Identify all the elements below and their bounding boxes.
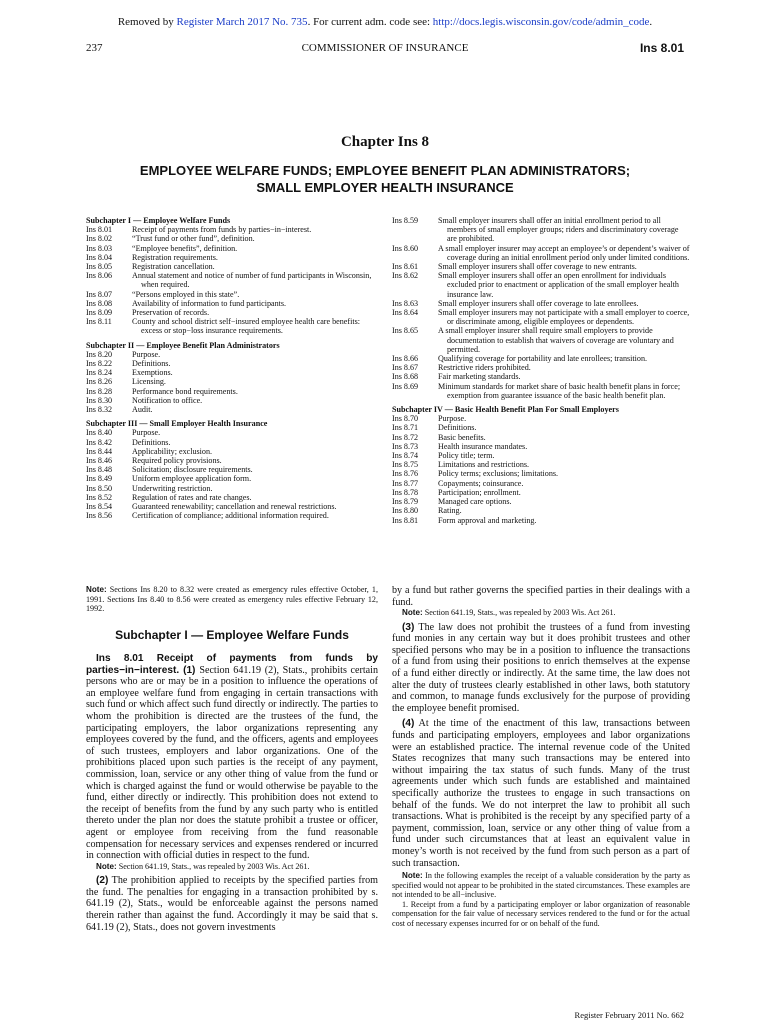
toc-entry-number: Ins 8.01 <box>86 225 113 235</box>
toc-entry-title: Copayments; coinsurance. <box>438 478 524 488</box>
toc-entry-number: Ins 8.61 <box>392 262 419 272</box>
toc-entry-number: Ins 8.78 <box>392 487 419 497</box>
toc-entry-number: Ins 8.32 <box>86 405 113 415</box>
toc-entry-title: Guaranteed renewability; cancellation and renewal restrictions. <box>132 502 337 512</box>
toc-entry <box>392 451 690 460</box>
toc-entry <box>392 271 690 299</box>
toc-entry-title: Managed care options. <box>438 497 512 507</box>
toc-entry-number: Ins 8.06 <box>86 271 113 281</box>
toc-entry <box>86 253 378 262</box>
toc-entry-title: Policy title; term. <box>438 451 495 461</box>
toc-entry-number: Ins 8.65 <box>392 326 419 336</box>
toc-entry-title: Certification of compliance; additional information required. <box>132 511 329 521</box>
toc-entry-number: Ins 8.50 <box>86 483 113 493</box>
toc-entry-number: Ins 8.44 <box>86 446 113 456</box>
toc-entry <box>86 447 378 456</box>
toc-entry <box>86 368 378 377</box>
section-heading: Ins 8.01 Receipt of payments from funds by parties−in−interest. <box>86 653 378 676</box>
toc-left <box>86 216 378 521</box>
toc-entry <box>86 377 378 386</box>
toc-entry-number: Ins 8.69 <box>392 381 419 391</box>
banner-prefix: Removed by <box>117 16 177 28</box>
toc-entry-number: Ins 8.60 <box>392 243 419 253</box>
toc-entry-title: Rating. <box>438 506 462 516</box>
sub-number: (1) <box>179 664 200 676</box>
toc-entry <box>392 479 690 488</box>
toc-entry-title: Small employer insurers shall offer an open enrollment for individuals excluded prior to enactment or application of the small employer health insurance law. <box>438 271 679 299</box>
paragraph-continued: by a fund but rather governs the specified parties in their dealings with a fund. <box>392 585 690 608</box>
toc-entry-number: Ins 8.46 <box>86 456 113 466</box>
sub-number: (2) <box>96 875 109 887</box>
toc-entry <box>392 506 690 515</box>
toc-entry-number: Ins 8.28 <box>86 386 113 396</box>
paragraph-4 <box>392 718 690 869</box>
toc-entry-title: Purpose. <box>132 428 161 438</box>
toc-entry-number: Ins 8.42 <box>86 437 113 447</box>
toc-entry-number: Ins 8.08 <box>86 298 113 308</box>
toc-entry <box>392 433 690 442</box>
note-label: Note: <box>86 585 107 594</box>
toc-entry-number: Ins 8.59 <box>392 216 419 225</box>
toc-entry <box>392 363 690 372</box>
toc-entry-title: Restrictive riders prohibited. <box>438 363 531 373</box>
toc-entry <box>392 262 690 271</box>
toc-entry-number: Ins 8.56 <box>86 511 113 521</box>
toc-entry-number: Ins 8.76 <box>392 469 419 479</box>
toc-entry-title: Receipt of payments from funds by parties−in−interest. <box>132 225 312 235</box>
chapter-title-line2: SMALL EMPLOYER HEALTH INSURANCE <box>256 180 514 195</box>
toc-entry <box>86 396 378 405</box>
toc-entry-title: Qualifying coverage for portability and late enrollees; transition. <box>438 354 648 364</box>
toc-entry-title: Audit. <box>132 405 153 415</box>
toc-entry-title: Regulation of rates and rate changes. <box>132 492 252 502</box>
toc-entry-title: Licensing. <box>132 377 166 387</box>
toc-entry-number: Ins 8.64 <box>392 308 419 318</box>
note-repealed <box>86 862 378 872</box>
register-link[interactable]: Register March 2017 No. 735 <box>176 16 308 28</box>
toc-subchapter-heading: Subchapter II — Employee Benefit Plan Administrators <box>86 340 280 350</box>
running-header: COMMISSIONER OF INSURANCE <box>301 42 469 54</box>
toc-entry-number: Ins 8.80 <box>392 506 419 516</box>
toc-entry-title: Uniform employee application form. <box>132 474 252 484</box>
chapter-title <box>0 162 770 196</box>
toc-entry-number: Ins 8.24 <box>86 368 113 378</box>
paragraph-2 <box>86 875 378 933</box>
toc-entry-title: “Employee benefits”, definition. <box>132 243 238 253</box>
toc-entry-title: Purpose. <box>438 414 467 424</box>
admin-code-link[interactable]: http://docs.legis.wisconsin.gov/code/admin_code <box>432 16 650 28</box>
toc-entry <box>86 350 378 359</box>
toc-entry-number: Ins 8.67 <box>392 363 419 373</box>
toc-entry <box>86 502 378 511</box>
toc-entry <box>392 423 690 432</box>
toc-entry-title: A small employer insurer shall require small employers to provide documentation to establish that waivers of coverage are voluntary and permitted. <box>438 326 674 354</box>
toc-entry-number: Ins 8.49 <box>86 474 113 484</box>
toc-entry <box>392 308 690 326</box>
body-left-column <box>86 585 378 933</box>
toc-entry-title: Small employer insurers shall offer coverage to new entrants. <box>438 262 637 272</box>
toc-entry <box>392 354 690 363</box>
section-header: Ins 8.01 <box>639 41 684 55</box>
toc-subchapter-heading: Subchapter IV — Basic Health Benefit Plan For Small Employers <box>392 405 619 415</box>
toc-entry-number: Ins 8.70 <box>392 414 419 424</box>
toc-entry-title: Fair marketing standards. <box>438 372 521 382</box>
note-label: Note: <box>402 871 423 881</box>
sub-number: (4) <box>402 718 415 730</box>
toc-subchapter-heading: Subchapter I — Employee Welfare Funds <box>86 216 231 225</box>
toc-entry-title: A small employer insurer may accept an employee’s or dependent’s waiver of coverage during an initial enrollment period only under limited conditions. <box>438 243 690 262</box>
toc-entry-title: Definitions. <box>438 423 477 433</box>
toc-entry-title: Registration cancellation. <box>132 262 215 272</box>
toc-entry <box>392 414 690 423</box>
toc-entry-number: Ins 8.20 <box>86 349 113 359</box>
toc-entry-number: Ins 8.73 <box>392 441 419 451</box>
note-repealed <box>392 608 690 618</box>
toc-entry-title: Required policy provisions. <box>132 456 222 466</box>
toc-entry <box>86 244 378 253</box>
toc-entry-title: Annual statement and notice of number of fund participants in Wisconsin, when required. <box>132 271 372 290</box>
toc-entry-number: Ins 8.81 <box>392 515 419 525</box>
toc-entry-title: “Trust fund or other fund”, definition. <box>132 234 255 244</box>
toc-entry-title: County and school district self−insured employee health care benefits: excess or stop−loss insurance requirements. <box>132 317 360 336</box>
paragraph-text: The prohibition applied to receipts by the specified parties from the fund. The penalties for engaging in a transaction prohibited by s. 641.19 (2), Stats., would be enforceable against the persons named therein rather than against the fund. Accordingly it may be said that s. 641.19 (2), Stats., does not govern investments <box>86 875 378 933</box>
toc-entry <box>392 488 690 497</box>
toc-entry-number: Ins 8.05 <box>86 262 113 272</box>
toc-entry-number: Ins 8.04 <box>86 252 113 262</box>
toc-entry <box>86 317 378 335</box>
toc-entry-number: Ins 8.66 <box>392 354 419 364</box>
paragraph-3 <box>392 622 690 715</box>
toc-entry <box>86 456 378 465</box>
paragraph-text: The law does not prohibit the trustees of a fund from investing fund monies in any certain way but it does prohibit trustees and other specified persons who may be in a position to influence the transactions of a fund from using their positions to enrich themselves at the expense of a fund either directly or indirectly. At the same time, the law does not alter the duty of trustees clearly established in other laws, both statutory and common, to manage funds exclusively for the purpose of providing the employee benefit promised. <box>392 621 690 714</box>
toc-entry-number: Ins 8.62 <box>392 271 419 281</box>
toc-entry-number: Ins 8.71 <box>392 423 419 433</box>
note-label: Note: <box>96 861 117 871</box>
toc-entry-number: Ins 8.54 <box>86 502 113 512</box>
note-text: In the following examples the receipt of a valuable consideration by the party as specified would not appear to be prohibited in the stated circumstances. These examples are not intended to be all−inclusive. <box>392 871 690 900</box>
note-text: Sections Ins 8.20 to 8.32 were created as emergency rules effective October, 1, 1991. Sections Ins 8.40 to 8.56 were created as emergency rules effective February 12, 1992. <box>86 585 378 613</box>
toc-entry-title: Preservation of records. <box>132 308 210 318</box>
body-right-column <box>392 585 690 928</box>
toc-entry-number: Ins 8.22 <box>86 359 113 369</box>
toc-entry <box>86 405 378 414</box>
note-examples <box>392 871 690 900</box>
example-1: 1. Receipt from a fund by a participating employer or labor organization of reasonable compensation for the fair value of necessary services rendered to the fund or for the actual cost of necessary expenses incurred for or on behalf of the fund. <box>392 899 690 928</box>
chapter-title-line1: EMPLOYEE WELFARE FUNDS; EMPLOYEE BENEFIT PLAN ADMINISTRATORS; <box>139 163 631 178</box>
toc-entry-title: Definitions. <box>132 437 171 447</box>
toc-entry <box>86 484 378 493</box>
toc-entry <box>86 290 378 299</box>
toc-entry <box>86 299 378 308</box>
paragraph-1: Section 641.19 (2), Stats., prohibits certain persons who are or may be in a position to influence the operations of an employee welfare fund from engaging in certain transactions with such fund or which affect such fund directly or indirectly. The parties to whom the prohibition is directed are the trustees of the fund, the participating employers, the labor organizations representing any employees covered by the fund, and the officers, agents and employees of such trustees, employers and labor organizations. One of the prohibitions placed upon such parties is the receipt of any payment, commission, loan, service or any other thing of value from the fund or which is charged against the fund or would otherwise be payable to the fund, either directly or indirectly. This prohibition does not extend to the receipt of benefits from the fund by any such party who is entitled thereto under the plan nor does the statute prohibit a trustee or officer, agent or employee from receiving from the fund reasonable compensation for necessary services and expenses rendered or incurred in connection with official duties in respect to the fund. <box>86 664 378 862</box>
toc-entry-title: Form approval and marketing. <box>438 515 537 525</box>
banner-suffix: . <box>649 16 653 28</box>
toc-entry <box>392 244 690 262</box>
note-emergency-rules <box>86 585 378 614</box>
toc-entry-number: Ins 8.68 <box>392 372 419 382</box>
toc-entry-number: Ins 8.79 <box>392 497 419 507</box>
toc-entry-title: Availability of information to fund participants. <box>132 298 287 308</box>
toc-entry-title: Policy terms; exclusions; limitations. <box>438 469 559 479</box>
toc-right <box>392 216 690 525</box>
toc-entry-number: Ins 8.07 <box>86 289 113 299</box>
toc-entry <box>392 442 690 451</box>
toc-entry-number: Ins 8.02 <box>86 234 113 244</box>
note-text: Section 641.19, Stats., was repealed by 2003 Wis. Act 261. <box>116 861 310 871</box>
toc-entry <box>392 326 690 354</box>
toc-entry <box>392 299 690 308</box>
toc-entry-number: Ins 8.75 <box>392 460 419 470</box>
toc-entry <box>86 262 378 271</box>
note-label: Note: <box>402 608 423 618</box>
toc-entry <box>392 460 690 469</box>
toc-entry <box>86 493 378 502</box>
note-text: Section 641.19, Stats., was repealed by 2003 Wis. Act 261. <box>422 608 616 618</box>
toc-entry <box>86 359 378 368</box>
page-number: 237 <box>86 42 103 54</box>
toc-entry-number: Ins 8.03 <box>86 243 113 253</box>
toc-entry-number: Ins 8.30 <box>86 395 113 405</box>
toc-entry-title: Underwriting restriction. <box>132 483 213 493</box>
toc-entry-number: Ins 8.72 <box>392 432 419 442</box>
removal-banner <box>0 16 770 28</box>
toc-entry-title: Definitions. <box>132 359 171 369</box>
toc-entry-title: Participation; enrollment. <box>438 487 521 497</box>
banner-middle: . For current adm. code see: <box>307 16 433 28</box>
toc-entry-title: Small employer insurers shall offer coverage to late enrollees. <box>438 298 639 308</box>
subchapter-heading: Subchapter I — Employee Welfare Funds <box>115 627 349 642</box>
toc-entry <box>392 372 690 381</box>
toc-entry <box>86 225 378 234</box>
toc-entry-title: Small employer insurers shall offer an initial enrollment period to all members of small employer groups; riders and discriminatory coverage are prohibited. <box>438 216 679 244</box>
toc-entry-title: “Persons employed in this state”. <box>132 289 240 299</box>
toc-entry <box>86 234 378 243</box>
chapter-label: Chapter Ins 8 <box>340 134 430 150</box>
toc-entry-number: Ins 8.63 <box>392 298 419 308</box>
toc-entry <box>392 382 690 400</box>
toc-entry <box>86 271 378 289</box>
toc-entry <box>86 428 378 437</box>
section-8-01 <box>86 653 378 862</box>
toc-entry-number: Ins 8.74 <box>392 451 419 461</box>
toc-entry <box>86 511 378 520</box>
toc-entry <box>392 469 690 478</box>
toc-entry-title: Notification to office. <box>132 395 203 405</box>
register-footer: Register February 2011 No. 662 <box>574 1010 684 1020</box>
toc-entry-title: Minimum standards for market share of basic health benefit plans in force; exemption from guarantee issuance of the basic health benefit plan. <box>438 381 681 400</box>
toc-entry-title: Limitations and restrictions. <box>438 460 530 470</box>
toc-entry-number: Ins 8.26 <box>86 377 113 387</box>
toc-entry-number: Ins 8.52 <box>86 492 113 502</box>
toc-entry-number: Ins 8.09 <box>86 308 113 318</box>
toc-entry <box>392 216 690 244</box>
toc-entry <box>86 308 378 317</box>
toc-entry-title: Exemptions. <box>132 368 173 378</box>
toc-entry-title: Purpose. <box>132 349 161 359</box>
toc-entry-title: Applicability; exclusion. <box>132 446 213 456</box>
sub-number: (3) <box>402 621 415 633</box>
toc-entry-number: Ins 8.77 <box>392 478 419 488</box>
toc-entry <box>392 516 690 525</box>
toc-entry <box>86 387 378 396</box>
toc-entry-title: Registration requirements. <box>132 252 218 262</box>
toc-entry-title: Solicitation; disclosure requirements. <box>132 465 253 475</box>
toc-entry <box>86 465 378 474</box>
toc-entry-title: Basic benefits. <box>438 432 486 442</box>
paragraph-text: At the time of the enactment of this law, transactions between funds and participating employers, employees and labor organizations were an established practice. The internal revenue code of the United States recognizes that many such transactions may be entered into without impairing the tax status of such funds. Many of the trust agreements under which such funds are established and maintained specifically authorize the trustees to engage in such transactions on behalf of the funds. We do not interpret the law to prohibit all such transactions. What is prohibited is the receipt by any specified party of a payment, commission, loan, service or any other thing of value from a fund under such circumstances that at least an equivalent value in money’s worth is not received by the fund from such person as a part of such transaction. <box>392 718 690 869</box>
toc-entry-title: Small employer insurers may not participate with a small employer to coerce, or discriminate among, eligible employees or dependents. <box>438 308 690 327</box>
toc-entry <box>86 474 378 483</box>
toc-subchapter-heading: Subchapter III — Small Employer Health Insurance <box>86 419 268 429</box>
toc-entry-title: Health insurance mandates. <box>438 441 528 451</box>
toc-entry-number: Ins 8.11 <box>86 317 112 327</box>
toc-entry-number: Ins 8.48 <box>86 465 113 475</box>
toc-entry-title: Performance bond requirements. <box>132 386 238 396</box>
toc-entry <box>392 497 690 506</box>
toc-entry-number: Ins 8.40 <box>86 428 113 438</box>
toc-entry <box>86 438 378 447</box>
